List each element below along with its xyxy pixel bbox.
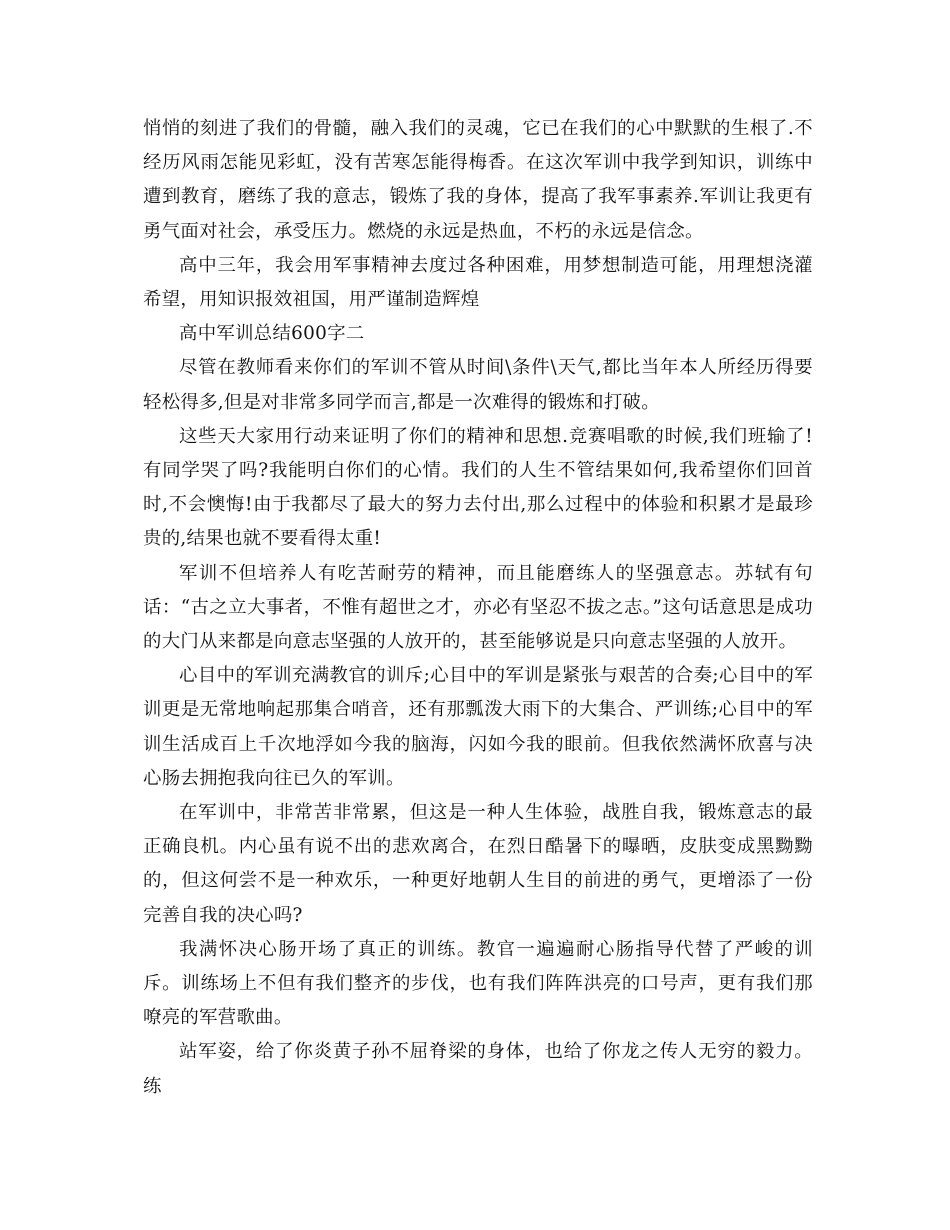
paragraph-6: 心目中的军训充满教官的训斥;心目中的军训是紧张与艰苦的合奏;心目中的军训更是无常地响起那集合哨音，还有那瓢泼大雨下的大集合、严训练;心目中的军训生活成百上千次地浮如今我的脑海，闪如今我的眼前。但我依然满怀欣喜与决心肠去拥抱我向往已久的军训。 [143,665,813,789]
paragraph-5: 军训不但培养人有吃苦耐劳的精神，而且能磨练人的坚强意志。苏轼有句话：“古之立大事者，不惟有超世之才，亦必有坚忍不拔之志。”这句话意思是成功的大门从来都是向意志坚强的人放开的，甚至能够说是只向意志坚强的人放开。 [143,562,813,653]
document-body [143,112,813,1104]
paragraph-8: 我满怀决心肠开场了真正的训练。教官一遍遍耐心肠指导代替了严峻的训斥。训练场上不但有我们整齐的步伐，也有我们阵阵洪亮的口号声，更有我们那嘹亮的军营歌曲。 [143,938,813,1029]
paragraph-1: 悄悄的刻进了我们的骨髓，融入我们的灵魂，它已在我们的心中默默的生根了.不经历风雨怎能见彩虹，没有苦寒怎能得梅香。在这次军训中我学到知识，训练中遭到教育，磨练了我的意志，锻炼了我的身体，提高了我军事素养.军训让我更有勇气面对社会，承受压力。燃烧的永远是热血，不朽的永远是信念。 [143,118,813,242]
paragraph-4: 这些天大家用行动来证明了你们的精神和思想.竞赛唱歌的时候,我们班输了!有同学哭了吗?我能明白你们的心情。我们的人生不管结果如何,我希望你们回首时,不会懊悔!由于我都尽了最大的努力去付出,那么过程中的体验和积累才是最珍贵的,结果也就不要看得太重! [143,425,813,550]
paragraph-3: 尽管在教师看来你们的军训不管从时间\条件\天气,都比当年本人所经历得要轻松得多,但是对非常多同学而言,都是一次难得的锻炼和打破。 [143,357,813,413]
section-heading: 高中军训总结600字二 [179,323,365,345]
paragraph-9: 站军姿，给了你炎黄子孙不屈脊梁的身体，也给了你龙之传人无穷的毅力。练 [143,1041,813,1097]
paragraph-2: 高中三年，我会用军事精神去度过各种困难，用梦想制造可能，用理想浇灌希望，用知识报效祖国，用严谨制造辉煌 [143,254,813,311]
paragraph-7: 在军训中，非常苦非常累，但这是一种人生体验，战胜自我，锻炼意志的最正确良机。内心虽有说不出的悲欢离合，在烈日酷暑下的曝晒，皮肤变成黑黝黝的，但这何尝不是一种欢乐，一种更好地朝人生目的前进的勇气，更增添了一份完善自我的决心吗? [143,802,813,926]
